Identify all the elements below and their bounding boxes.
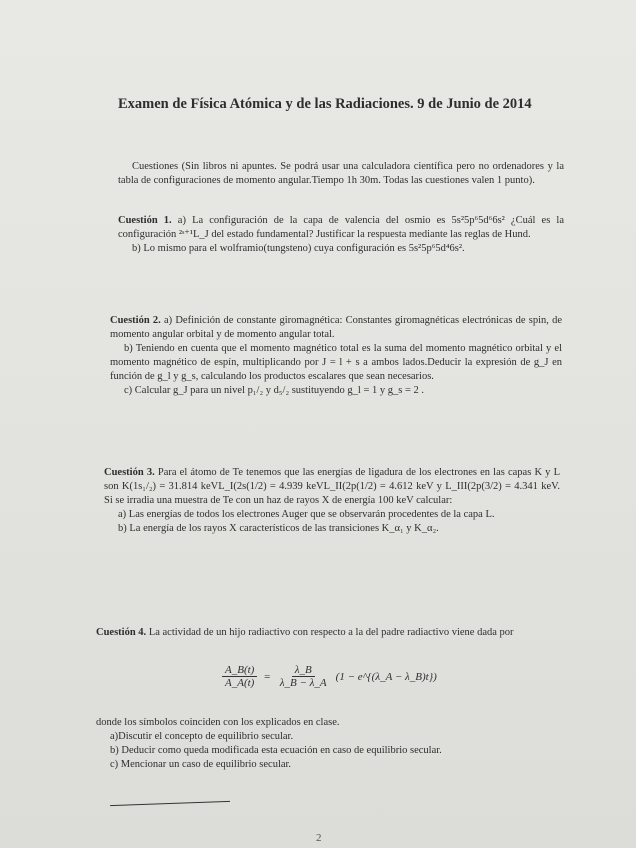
formula-rhs-denominator: λ_B − λ_A xyxy=(279,677,327,689)
instructions-text: Cuestiones (Sin libros ni apuntes. Se podrá usar una calculadora científica pero no ordenadores y la tabla de configuraciones de momento angular.Tiempo 1h 30m. Todas las cuestiones valen 1 punto). xyxy=(118,161,564,186)
question-2-part-a: a) Definición de constante giromagnética: Constantes giromagnéticas electrónicas de spin, de momento angular orbital y de momento angular total. xyxy=(110,315,562,340)
question-2-part-b: b) Teniendo en cuenta que el momento magnético total es la suma del momento magnético orbital y el momento magnético de espín, multiplicando por J = l + s a ambos lados.Deducir la expresión de g_J en función de g_l y g_s, calculando los productos escalares que sean necesarios. xyxy=(110,343,562,382)
formula-lhs-numerator: A_B(t) xyxy=(222,664,257,677)
question-3-heading: Cuestión 3. xyxy=(104,467,155,478)
question-2-heading: Cuestión 2. xyxy=(110,315,161,326)
handwritten-underline xyxy=(110,798,230,806)
question-3-part-a: a) Las energías de todos los electrones Auger que se observarán procedentes de la capa L. xyxy=(118,509,495,520)
question-1-part-b: b) Lo mismo para el wolframio(tungsteno) cuya configuración es 5s²5p⁶5d⁴6s². xyxy=(132,243,465,254)
formula-rhs xyxy=(277,664,330,689)
question-4-text: La actividad de un hijo radiactivo con respecto a la del padre radiactivo viene dada por xyxy=(148,627,514,638)
formula-lhs xyxy=(222,664,257,689)
question-4-part-b: b) Deducir como queda modificada esta ecuación en caso de equilibrio secular. xyxy=(110,745,442,756)
question-2-part-c: c) Calcular g_J para un nivel p₁/₂ y d₅/₂ sustituyendo g_l = 1 y g_s = 2 . xyxy=(124,385,425,396)
exam-title: Examen de Física Atómica y de las Radiaciones. 9 de Junio de 2014 xyxy=(118,96,532,112)
activity-ratio-formula xyxy=(222,664,437,689)
question-4 xyxy=(96,626,562,640)
page-number: 2 xyxy=(316,832,322,844)
question-3-part-b: b) La energía de los rayos X característicos de las transiciones K_α₁ y K_α₂. xyxy=(118,523,439,534)
formula-equals: = xyxy=(263,670,271,683)
question-4-parts xyxy=(96,716,562,772)
question-4-part-a: a)Discutir el concepto de equilibrio secular. xyxy=(110,731,294,742)
question-1-part-a: a) La configuración de la capa de valencia del osmio es 5s²5p⁶5d⁶6s² ¿Cuál es la configuración ²ˢ⁺¹L_J del estado fundamental? Justificar la respuesta mediante las reglas de Hund. xyxy=(118,215,564,240)
question-4-part-c: c) Mencionar un caso de equilibrio secular. xyxy=(110,759,292,770)
question-4-after: donde los símbolos coinciden con los explicados en clase. xyxy=(96,717,340,728)
formula-rhs-numerator: λ_B xyxy=(292,664,315,677)
formula-tail: (1 − e^{(λ_A − λ_B)t}) xyxy=(335,670,437,683)
question-1 xyxy=(118,214,564,256)
question-4-heading: Cuestión 4. xyxy=(96,627,147,638)
question-1-heading: Cuestión 1. xyxy=(118,215,172,226)
question-3-text: Para el átomo de Te tenemos que las energías de ligadura de los electrones en las capas K y L son K(1s₁/₂) = 31.814 keVL_I(2s(1/2) = 4.939 keVL_II(2p(1/2) = 4.612 keV y L_III(2p(3/2) = 4.341 keV. Si se irradia una muestra de Te con un haz de rayos X de energía 100 keV calcular: xyxy=(104,467,560,506)
formula-lhs-denominator: A_A(t) xyxy=(225,677,255,689)
question-3 xyxy=(104,466,560,536)
instructions xyxy=(118,160,564,188)
question-2 xyxy=(110,314,562,398)
